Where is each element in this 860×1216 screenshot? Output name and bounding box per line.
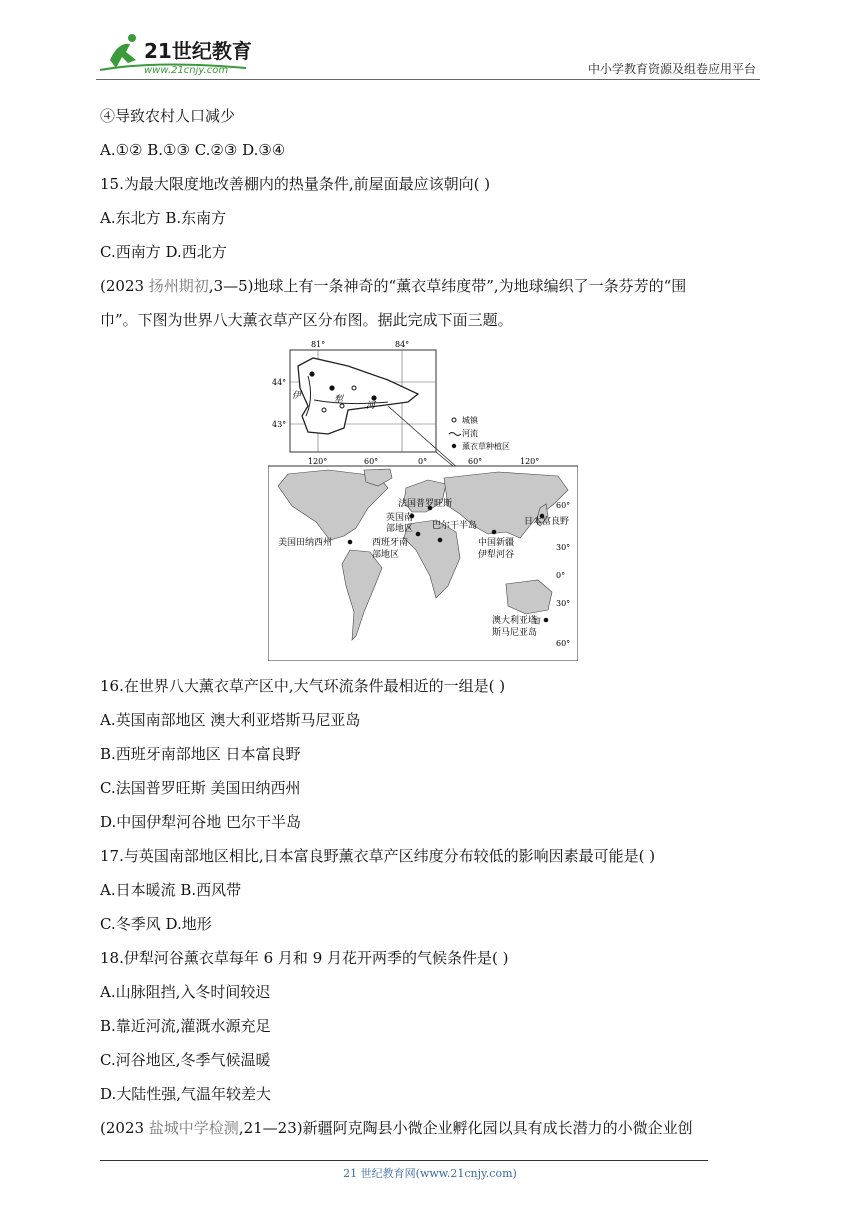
inset-lat-44: 44° [272,378,287,387]
dot-tennessee [348,540,353,545]
footer-divider [100,1160,708,1161]
region-tennessee: 美国田纳西州 [278,538,333,548]
logo-sub-text: www.21cnjy.com [144,65,229,76]
page-header [96,30,760,82]
question-15-options-ab: A.东北方 B.东南方 [100,209,227,227]
answer-options: A.①② B.①③ C.②③ D.③④ [100,141,286,159]
dot-xinjiang [492,530,497,535]
intro-source: 扬州期初 [148,277,209,295]
question-18-option-d: D.大陆性强,气温年较差大 [100,1085,272,1103]
region-xinjiang-1: 中国新疆 [478,538,515,548]
runner-head [128,34,136,42]
header-tagline: 中小学教育资源及组卷应用平台 [587,62,756,76]
runner-icon [110,44,136,68]
question-15: 15.为最大限度地改善棚内的热量条件,前屋面最应该朝向( ) [100,175,491,193]
inset-label-yi: 伊 [292,391,302,401]
question-16-option-a: A.英国南部地区 澳大利亚塔斯马尼亚岛 [100,711,361,729]
region-spain-2: 部地区 [372,550,400,560]
legend-town: 城镇 [462,416,478,425]
inset-label-li: 犁 [334,395,344,405]
material-intro-2 [100,1118,693,1138]
last-rest: ,21—23)新疆阿克陶县小微企业孵化园以具有成长潜力的小微企业创 [238,1119,693,1137]
region-uk-1: 英国南 [386,513,414,523]
intro-open: (2023 [100,277,149,295]
map-lat-60s: 60° [556,639,571,648]
dot-spain [416,532,421,537]
lavender-map-figure [268,336,578,661]
legend-river: 河流 [462,429,478,438]
material-intro-line1 [100,276,686,296]
region-tasmania-2: 斯马尼亚岛 [492,628,538,638]
inset-lon-84: 84° [395,340,410,349]
question-18-option-b: B.靠近河流,灌溉水源充足 [100,1017,271,1035]
dot-balkan [438,538,443,543]
river-legend-icon [449,433,461,436]
header-divider [96,79,760,80]
map-lon-120w: 120° [308,457,328,466]
question-18-option-a: A.山脉阻挡,入冬时间较迟 [100,983,271,1001]
last-open: (2023 [100,1119,149,1137]
logo-main-text: 21世纪教育 [144,39,252,63]
site-logo [96,30,266,80]
legend-lavender: 薰衣草种植区 [462,442,510,451]
inset-label-he: 河 [366,401,376,411]
map-lat-30n: 30° [556,543,571,552]
question-17-options-ab: A.日本暖流 B.西风带 [100,881,242,899]
region-furano: 日本富良野 [524,517,570,527]
lavender-legend-icon [452,444,456,448]
intro-rest: ,3—5)地球上有一条神奇的“薰衣草纬度带”,为地球编织了一条芬芳的“围 [208,277,687,295]
question-15-options-cd: C.西南方 D.西北方 [100,243,227,261]
question-16-option-b: B.西班牙南部地区 日本富良野 [100,745,301,763]
region-provence: 法国普罗旺斯 [398,499,453,509]
question-17-options-cd: C.冬季风 D.地形 [100,915,212,933]
material-intro-line2: 巾”。下图为世界八大薰衣草产区分布图。据此完成下面三题。 [100,311,513,329]
map-lon-60w: 60° [364,457,379,466]
inset-lat-43: 43° [272,420,287,429]
question-16: 16.在世界八大薰衣草产区中,大气环流条件最相近的一组是( ) [100,677,506,695]
region-uk-2: 部地区 [386,524,414,534]
region-spain-1: 西班牙南 [372,538,409,548]
map-lat-0: 0° [556,571,566,580]
last-source: 盐城中学检测 [148,1119,239,1137]
page-footer: 21 世纪教育网(www.21cnjy.com) [343,1167,517,1180]
region-tasmania-1: 澳大利亚塔 [492,616,538,626]
question-18: 18.伊犁河谷薰衣草每年 6 月和 9 月花开两季的气候条件是( ) [100,949,509,967]
question-16-option-c: C.法国普罗旺斯 美国田纳西州 [100,779,301,797]
region-xinjiang-2: 伊犁河谷 [478,550,515,560]
question-16-option-d: D.中国伊犁河谷地 巴尔干半岛 [100,813,302,831]
dot-tasmania [544,618,549,623]
question-18-option-c: C.河谷地区,冬季气候温暖 [100,1051,271,1069]
town-legend-icon [452,418,456,422]
map-lon-60e: 60° [468,457,483,466]
question-17: 17.与英国南部地区相比,日本富良野薰衣草产区纬度分布较低的影响因素最可能是( ) [100,847,656,865]
inset-lon-81: 81° [311,340,326,349]
map-lat-30s: 30° [556,599,571,608]
option-line: ④导致农村人口减少 [100,107,236,125]
region-balkan: 巴尔干半岛 [432,521,478,531]
map-lat-60n: 60° [556,501,571,510]
map-lon-0: 0° [418,457,428,466]
map-lon-120e: 120° [520,457,540,466]
